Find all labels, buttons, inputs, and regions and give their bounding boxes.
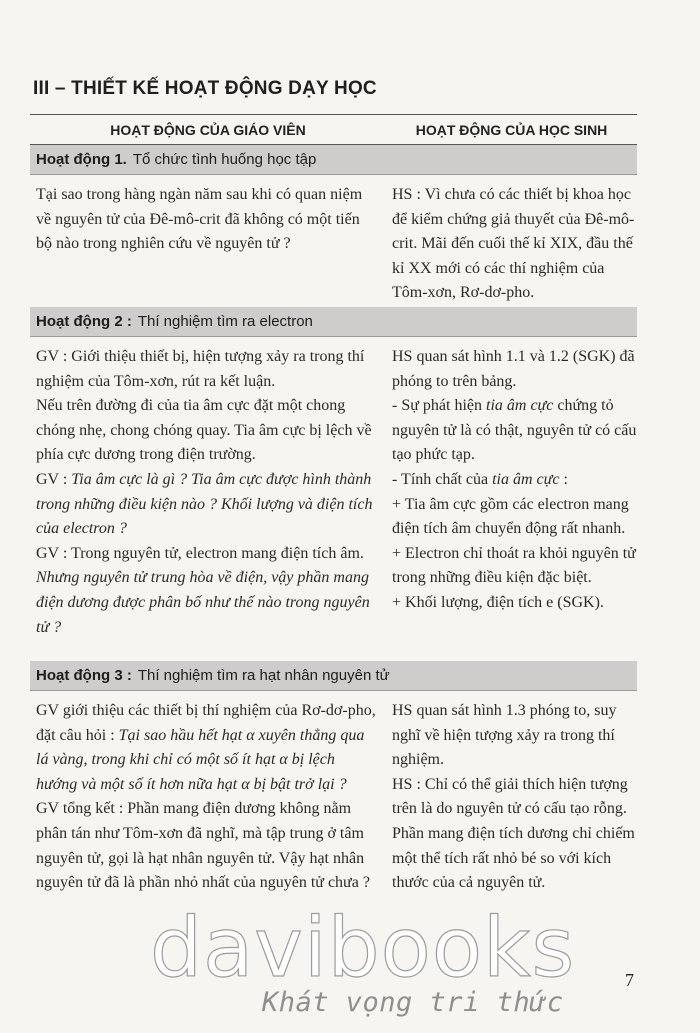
paragraph-prefix: GV : Trong nguyên tử, electron mang điện tích âm. [36, 544, 364, 562]
teacher-paragraph [36, 699, 376, 797]
student-paragraph: + Khối lượng, điện tích e (SGK). [392, 593, 604, 611]
davibooks-watermark-logo: davibooks [150, 901, 576, 996]
paragraph-prefix: - Tính chất của [392, 470, 493, 488]
student-paragraph [392, 468, 637, 493]
activity-1-row [30, 175, 637, 307]
teacher-column-header: HOẠT ĐỘNG CỦA GIÁO VIÊN [110, 121, 306, 138]
activity-title: Tổ chức tình huống học tập [132, 151, 317, 168]
teacher-cell [30, 183, 386, 307]
section-title: III – THIẾT KẾ HOẠT ĐỘNG DẠY HỌC [33, 78, 377, 99]
italic-question: Tia âm cực là gì ? Tia âm cực được hình thành trong những điều kiện nào ? Khối lượng và điện tích của electron ? [36, 470, 373, 538]
italic-question: Tại sao hầu hết hạt α xuyên thẳng qua lá vàng, trong khi chỉ có một số ít hạt α bị lệch hướng và một số ít hơn nữa hạt α bị bật trở lại ? [36, 726, 365, 793]
paragraph-suffix: chứng tỏ nguyên tử là có thật, nguyên tử có cấu tạo phức tạp. [392, 397, 637, 464]
student-cell [386, 183, 637, 307]
student-column-header: HOẠT ĐỘNG CỦA HỌC SINH [415, 121, 608, 138]
student-paragraph: HS quan sát hình 1.1 và 1.2 (SGK) đã phóng to trên bảng. [392, 348, 635, 390]
activity-title: Thí nghiệm tìm ra electron [137, 313, 313, 330]
paragraph-prefix: GV : [36, 470, 72, 488]
activity-2-row [30, 337, 637, 661]
student-paragraph [392, 394, 637, 468]
activity-number: Hoạt động 3 : [36, 667, 132, 684]
activity-3-row [30, 691, 637, 896]
activity-number: Hoạt động 2 : [36, 313, 132, 330]
italic-term: tia âm cực [492, 470, 560, 488]
student-cell [386, 699, 637, 896]
italic-term: tia âm cực [486, 397, 554, 415]
paragraph-prefix: - Sự phát hiện [392, 397, 486, 415]
student-paragraph: HS : Chỉ có thể giải thích hiện tượng trên là do nguyên tử có cấu tạo rỗng. Phần mang điện tích dương chỉ chiếm một thể tích rất nhỏ bé so với kích thước của cả nguyên tử. [392, 775, 635, 892]
paragraph-suffix: : [559, 470, 568, 488]
activity-1-header [30, 145, 637, 175]
teacher-paragraph: GV : Giới thiệu thiết bị, hiện tượng xảy ra trong thí nghiệm của Tôm-xơn, rút ra kết luận. [36, 348, 365, 390]
watermark-slogan: Khát vọng tri thức [262, 987, 564, 1018]
teacher-paragraph [36, 468, 376, 542]
paragraph-prefix: GV giới thiệu các thiết bị thí nghiệm của Rơ-dơ-pho, đặt câu hỏi : [36, 702, 376, 744]
teacher-paragraph: GV tổng kết : Phần mang điện dương không nằm phân tán như Tôm-xơn đã nghĩ, mà tập trung ở tâm nguyên tử, gọi là hạt nhân nguyên tử. Vậy hạt nhân nguyên tử đã là phần nhỏ nhất của nguyên tử chưa ? [36, 800, 370, 892]
teacher-cell [30, 699, 386, 896]
activity-2-header [30, 307, 637, 337]
page-number: 7 [625, 970, 634, 990]
teacher-cell [30, 345, 386, 661]
activities-table [30, 114, 637, 896]
activity-number: Hoạt động 1. [36, 151, 127, 168]
student-paragraph: HS : Vì chưa có các thiết bị khoa học để kiểm chứng giả thuyết của Đê-mô-crit. Mãi đến cuối thế kỉ XIX, đầu thế kỉ XX mới có các thí nghiệm của Tôm-xơn, Rơ-dơ-pho. [392, 186, 635, 302]
student-cell [386, 345, 637, 661]
teacher-paragraph [36, 542, 376, 640]
italic-question: Nhưng nguyên tử trung hòa về điện, vậy phần mang điện dương được phân bố như thế nào trong nguyên tử ? [36, 569, 370, 636]
column-headers [30, 114, 637, 145]
teacher-paragraph: Tại sao trong hàng ngàn năm sau khi có quan niệm về nguyên tử của Đê-mô-crit đã không có một tiến bộ nào trong nghiên cứu về nguyên tử ? [36, 186, 363, 253]
student-paragraph: + Electron chỉ thoát ra khỏi nguyên tử trong những điều kiện đặc biệt. [392, 544, 636, 587]
teacher-paragraph: Nếu trên đường đi của tia âm cực đặt một chong chóng nhẹ, chong chóng quay. Tia âm cực bị lệch về phía cực dương trong điện trường. [36, 397, 372, 464]
student-paragraph: HS quan sát hình 1.3 phóng to, suy nghĩ về hiện tượng xảy ra trong thí nghiệm. [392, 702, 617, 769]
student-paragraph: + Tia âm cực gồm các electron mang điện tích âm chuyển động rất nhanh. [392, 495, 629, 538]
activity-3-header [30, 661, 637, 691]
activity-title: Thí nghiệm tìm ra hạt nhân nguyên tử [137, 667, 390, 684]
